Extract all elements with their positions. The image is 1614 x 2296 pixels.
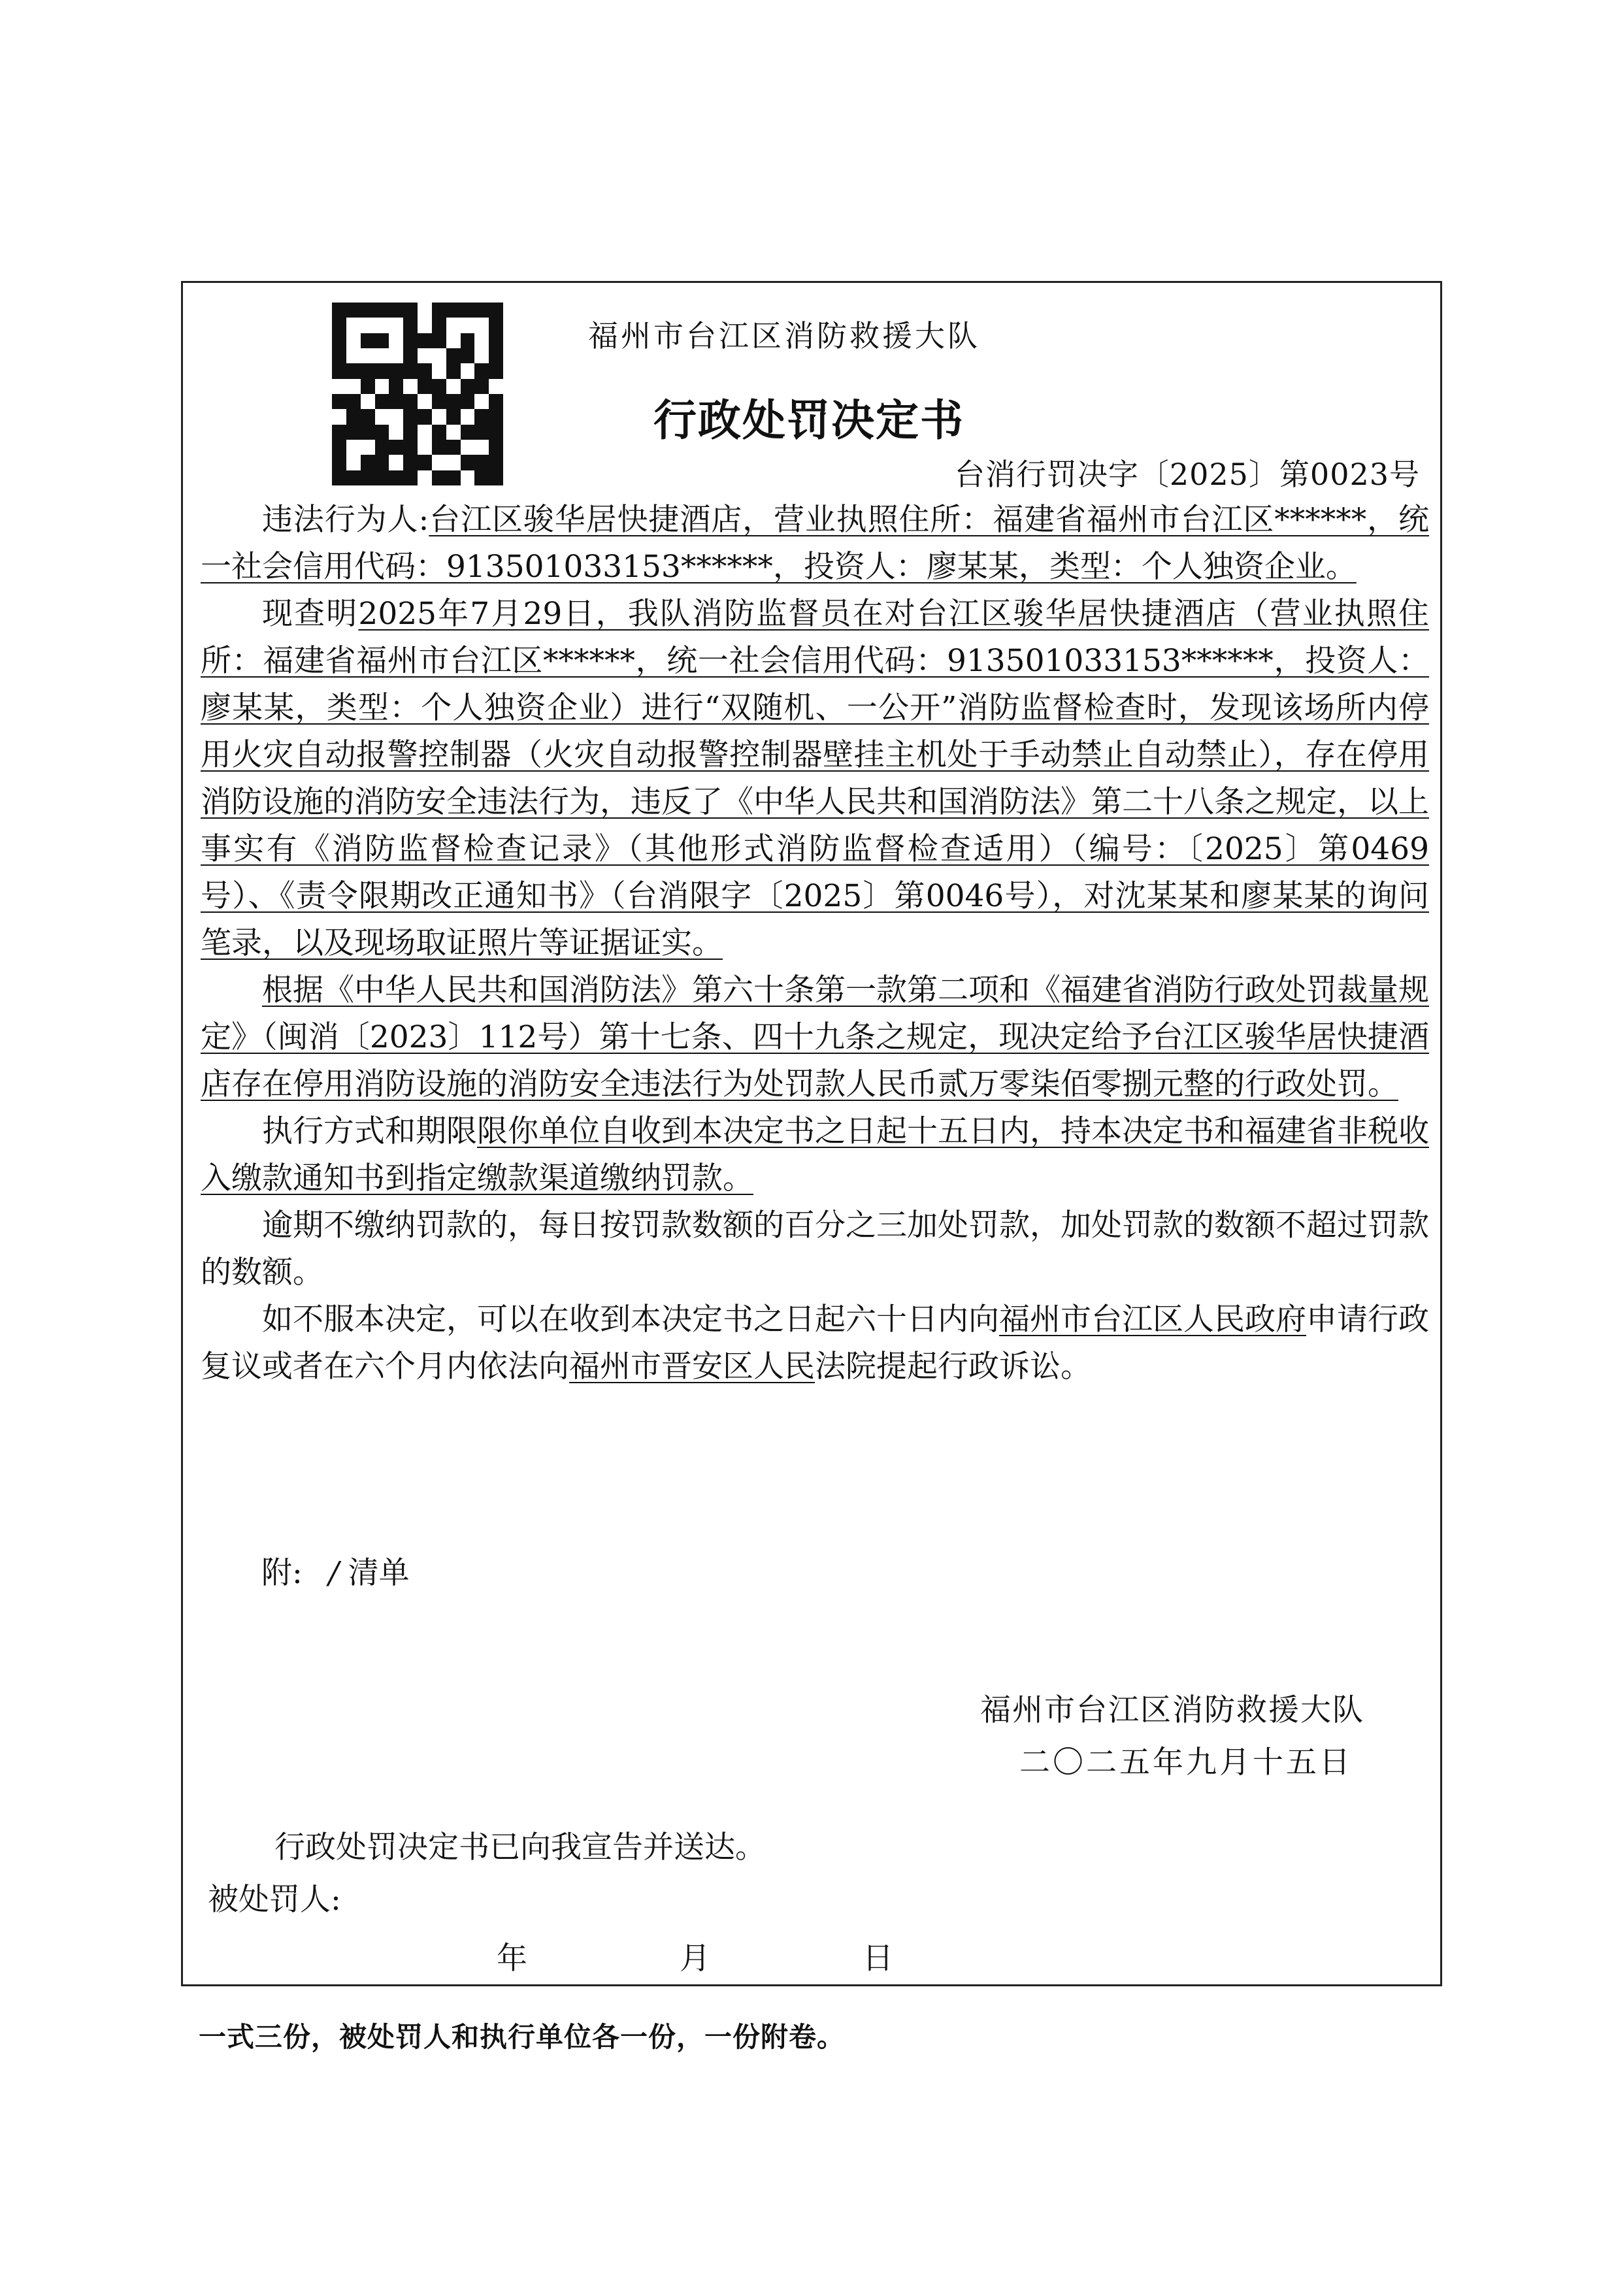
document-body bbox=[201, 497, 1429, 1390]
signature-date: 二〇二五年九月十五日 bbox=[1019, 1745, 1353, 1780]
facts-details: 2025年7月29日，我队消防监督员在对台江区骏华居快捷酒店（营业执照住所：福建省福州市台江区******，统一社会信用代码：913501033153******，投资人：廖某某，类型：个人独资企业）进行“双随机、一公开”消防监督检查时，发现该场所内停用火灾自动报警控制器（火灾自动报警控制器壁挂主机处于手动禁止自动禁止），存在停用消防设施的消防安全违法行为，违反了《中华人民共和国消防法》第二十八条之规定，以上事实有《消防监督检查记录》（其他形式消防监督检查适用）（编号：〔2025〕第0469号）、《责令限期改正通知书》（台消限字〔2025〕第0046号），对沈某某和廖某某的询问笔录，以及现场取证照片等证据证实。 bbox=[201, 596, 1429, 961]
document-number: 台消行罚决字〔2025〕第0023号 bbox=[954, 457, 1420, 492]
qr-code bbox=[332, 303, 503, 485]
court-name: 福州市晋安区人民 bbox=[569, 1349, 815, 1385]
header-agency: 福州市台江区消防救援大队 bbox=[588, 318, 980, 353]
appeal-text-a: 如不服本决定，可以在收到本决定书之日起六十日内向 bbox=[262, 1302, 999, 1337]
review-government: 福州市台江区人民政府 bbox=[999, 1302, 1306, 1337]
attachment-label: 附: bbox=[261, 1555, 303, 1591]
signature-agency: 福州市台江区消防救援大队 bbox=[980, 1692, 1364, 1728]
legal-basis-text: 根据《中华人民共和国消防法》第六十条第一款第二项和《福建省消防行政处罚裁量规定》（闽消〔2023〕112号）第十七条、四十九条之规定，现决定给予台江区骏华居快捷酒店存在停用消防设施的消防安全违法行为处罚款人民币贰万零柒佰零捌元整的行政处罚。 bbox=[201, 972, 1429, 1102]
offender-label: 违法行为人: bbox=[262, 502, 429, 538]
offender-paragraph bbox=[201, 497, 1429, 591]
receipt-month: 月 bbox=[680, 1941, 710, 1976]
punished-party-label: 被处罚人: bbox=[208, 1882, 341, 1918]
late-payment-paragraph bbox=[201, 1202, 1429, 1296]
attachment-line bbox=[261, 1549, 410, 1592]
execution-label: 执行方式和期限 bbox=[262, 1113, 477, 1149]
served-statement: 行政处罚决定书已向我宣告并送达。 bbox=[274, 1829, 766, 1865]
document-title: 行政处罚决定书 bbox=[653, 395, 964, 446]
attachment-item: 清单 bbox=[348, 1555, 410, 1591]
receipt-year: 年 bbox=[497, 1941, 527, 1976]
execution-details: 限你单位自收到本决定书之日起十五日内，持本决定书和福建省非税收入缴款通知书到指定缴款渠道缴纳罚款。 bbox=[201, 1113, 1429, 1196]
late-payment-text: 逾期不缴纳罚款的，每日按罚款数额的百分之三加处罚款，加处罚款的数额不超过罚款的数额。 bbox=[201, 1207, 1429, 1290]
attachment-count: / bbox=[328, 1555, 339, 1591]
facts-paragraph bbox=[201, 591, 1429, 967]
facts-label: 现查明 bbox=[262, 596, 359, 632]
appeal-text-c: 法院提起行政诉讼。 bbox=[815, 1349, 1091, 1385]
legal-basis-paragraph bbox=[201, 967, 1429, 1108]
receipt-day: 日 bbox=[863, 1941, 893, 1976]
footer-note: 一式三份，被处罚人和执行单位各一份，一份附卷。 bbox=[199, 2021, 846, 2053]
offender-details: 台江区骏华居快捷酒店，营业执照住所：福建省福州市台江区******，统一社会信用代码：913501033153******，投资人：廖某某，类型：个人独资企业。 bbox=[201, 502, 1430, 585]
appeal-paragraph bbox=[201, 1296, 1429, 1390]
execution-paragraph bbox=[201, 1108, 1429, 1202]
appeal-text-b: 申请行政复议或者在六个月内依法向 bbox=[201, 1302, 1429, 1385]
